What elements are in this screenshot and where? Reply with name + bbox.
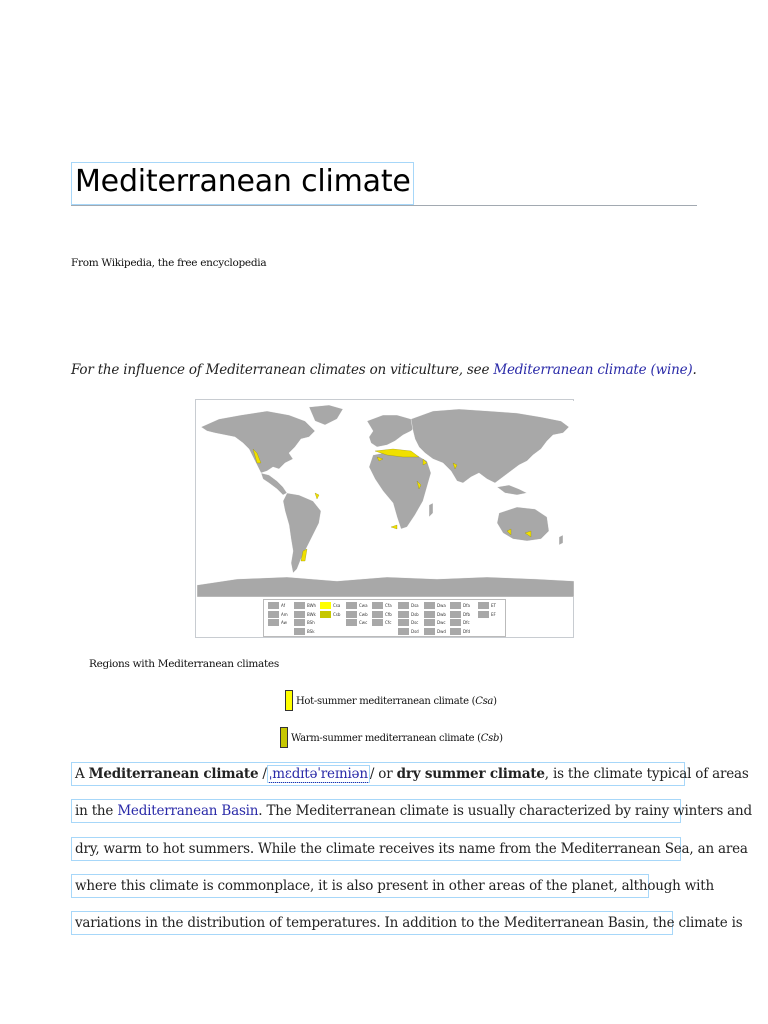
legend-label-dfd: Dfd bbox=[463, 628, 471, 634]
legend-label-cfa: Cfa bbox=[385, 603, 392, 608]
tagline: From Wikipedia, the free encyclopedia bbox=[71, 257, 267, 269]
l1-b: / bbox=[258, 766, 267, 782]
legend-swatch-ef bbox=[478, 611, 489, 618]
csa-key-prefix: Hot-summer mediterranean climate ( bbox=[296, 696, 476, 707]
legend-swatch-dwb bbox=[424, 611, 435, 618]
legend-label-cfc: Cfc bbox=[385, 620, 392, 625]
legend-label-bsk: BSk bbox=[307, 628, 315, 634]
legend-label-dwa: Dwa bbox=[437, 603, 446, 608]
legend-swatch-dwa bbox=[424, 602, 435, 609]
legend-swatch-cfb bbox=[372, 611, 383, 618]
legend-label-dsa: Dsa bbox=[411, 603, 419, 608]
legend-label-bsh: BSh bbox=[307, 620, 315, 625]
legend-label-cfb: Cfb bbox=[385, 611, 392, 617]
legend-swatch-dfb bbox=[450, 611, 461, 618]
legend-swatch-cfa bbox=[372, 602, 383, 609]
csa-key-suffix: ) bbox=[493, 696, 497, 707]
legend-swatch-csb bbox=[320, 611, 331, 618]
term-dry-summer-climate: dry summer climate bbox=[396, 766, 545, 782]
legend-label-dsb: Dsb bbox=[411, 611, 419, 617]
l1-d: , is the climate typical of areas bbox=[544, 766, 749, 782]
paragraph-line-4: where this climate is commonplace, it is also present in other areas of the planet, although with bbox=[75, 878, 714, 894]
legend-swatch-cfc bbox=[372, 619, 383, 626]
koppen-legend bbox=[263, 599, 506, 637]
legend-swatch-csa bbox=[320, 602, 331, 609]
legend-swatch-dfc bbox=[450, 619, 461, 626]
hatnote-prefix: For the influence of Mediterranean climates on viticulture, see bbox=[71, 362, 494, 378]
csb-swatch bbox=[280, 727, 288, 748]
map-caption: Regions with Mediterranean climates bbox=[89, 658, 279, 670]
legend-label-af: Af bbox=[281, 603, 286, 608]
legend-label-bwk: BWk bbox=[307, 611, 316, 617]
title-divider bbox=[71, 205, 697, 206]
legend-label-bwh: BWh bbox=[307, 603, 317, 608]
legend-label-dsc: Dsc bbox=[411, 620, 419, 625]
csb-key-prefix: Warm-summer mediterranean climate ( bbox=[291, 733, 481, 744]
csb-code: Csb bbox=[480, 733, 500, 744]
legend-label-csb: Csb bbox=[333, 611, 341, 617]
legend-label-et: ET bbox=[491, 603, 496, 608]
l1-c: / or bbox=[369, 766, 397, 782]
legend-label-dwd: Dwd bbox=[437, 628, 446, 634]
legend-label-cwc: Cwc bbox=[359, 620, 368, 625]
csa-key bbox=[296, 696, 497, 707]
page-title: Mediterranean climate bbox=[75, 164, 411, 199]
legend-swatch-cwc bbox=[346, 619, 357, 626]
csa-swatch bbox=[285, 690, 293, 711]
paragraph-line-5: variations in the distribution of temperatures. In addition to the Mediterranean Basin, the climate is bbox=[75, 915, 743, 931]
mediterranean-basin-link[interactable]: Mediterranean Basin bbox=[117, 803, 259, 819]
legend-swatch-dsd bbox=[398, 628, 409, 635]
legend-label-aw: Aw bbox=[281, 620, 287, 625]
legend-swatch-et bbox=[478, 602, 489, 609]
climate-map-figure[interactable] bbox=[195, 399, 574, 638]
hatnote-suffix: . bbox=[692, 362, 697, 378]
hatnote-link[interactable]: Mediterranean climate (wine) bbox=[493, 362, 693, 378]
legend-label-dfa: Dfa bbox=[463, 603, 470, 608]
l2-b: . The Mediterranean climate is usually characterized by rainy winters and bbox=[258, 803, 752, 819]
legend-swatch-af bbox=[268, 602, 279, 609]
legend-label-csa: Csa bbox=[333, 603, 341, 608]
legend-label-ef: EF bbox=[491, 611, 496, 617]
legend-swatch-cwb bbox=[346, 611, 357, 618]
hatnote bbox=[71, 362, 697, 378]
world-map bbox=[197, 401, 574, 597]
paragraph-line-1 bbox=[75, 766, 749, 782]
legend-label-dwc: Dwc bbox=[437, 620, 446, 625]
legend-swatch-bwk bbox=[294, 611, 305, 618]
term-mediterranean-climate: Mediterranean climate bbox=[88, 766, 259, 782]
l1-a: A bbox=[75, 766, 89, 782]
legend-swatch-dwd bbox=[424, 628, 435, 635]
legend-swatch-am bbox=[268, 611, 279, 618]
paragraph-line-2 bbox=[75, 803, 752, 819]
legend-swatch-dsb bbox=[398, 611, 409, 618]
legend-swatch-aw bbox=[268, 619, 279, 626]
csa-code: Csa bbox=[475, 696, 494, 707]
legend-label-dfb: Dfb bbox=[463, 611, 471, 617]
legend-swatch-dfa bbox=[450, 602, 461, 609]
ipa-pronunciation[interactable]: ˌmɛdɪtəˈreɪniən bbox=[268, 766, 368, 782]
legend-label-dsd: Dsd bbox=[411, 628, 419, 634]
legend-swatch-dsc bbox=[398, 619, 409, 626]
paragraph-line-3: dry, warm to hot summers. While the climate receives its name from the Mediterranean Sea, an area bbox=[75, 841, 748, 857]
legend-swatch-dwc bbox=[424, 619, 435, 626]
ipa-box[interactable] bbox=[267, 765, 370, 783]
l2-a: in the bbox=[75, 803, 118, 819]
legend-label-am: Am bbox=[281, 611, 288, 617]
legend-swatch-dfd bbox=[450, 628, 461, 635]
legend-label-cwa: Cwa bbox=[359, 603, 368, 608]
csb-key-suffix: ) bbox=[499, 733, 503, 744]
legend-swatch-cwa bbox=[346, 602, 357, 609]
legend-swatch-bwh bbox=[294, 602, 305, 609]
legend-swatch-dsa bbox=[398, 602, 409, 609]
legend-label-cwb: Cwb bbox=[359, 611, 368, 617]
csb-key bbox=[291, 733, 503, 744]
legend-swatch-bsh bbox=[294, 619, 305, 626]
legend-label-dfc: Dfc bbox=[463, 620, 470, 625]
legend-label-dwb: Dwb bbox=[437, 611, 446, 617]
legend-swatch-bsk bbox=[294, 628, 305, 635]
